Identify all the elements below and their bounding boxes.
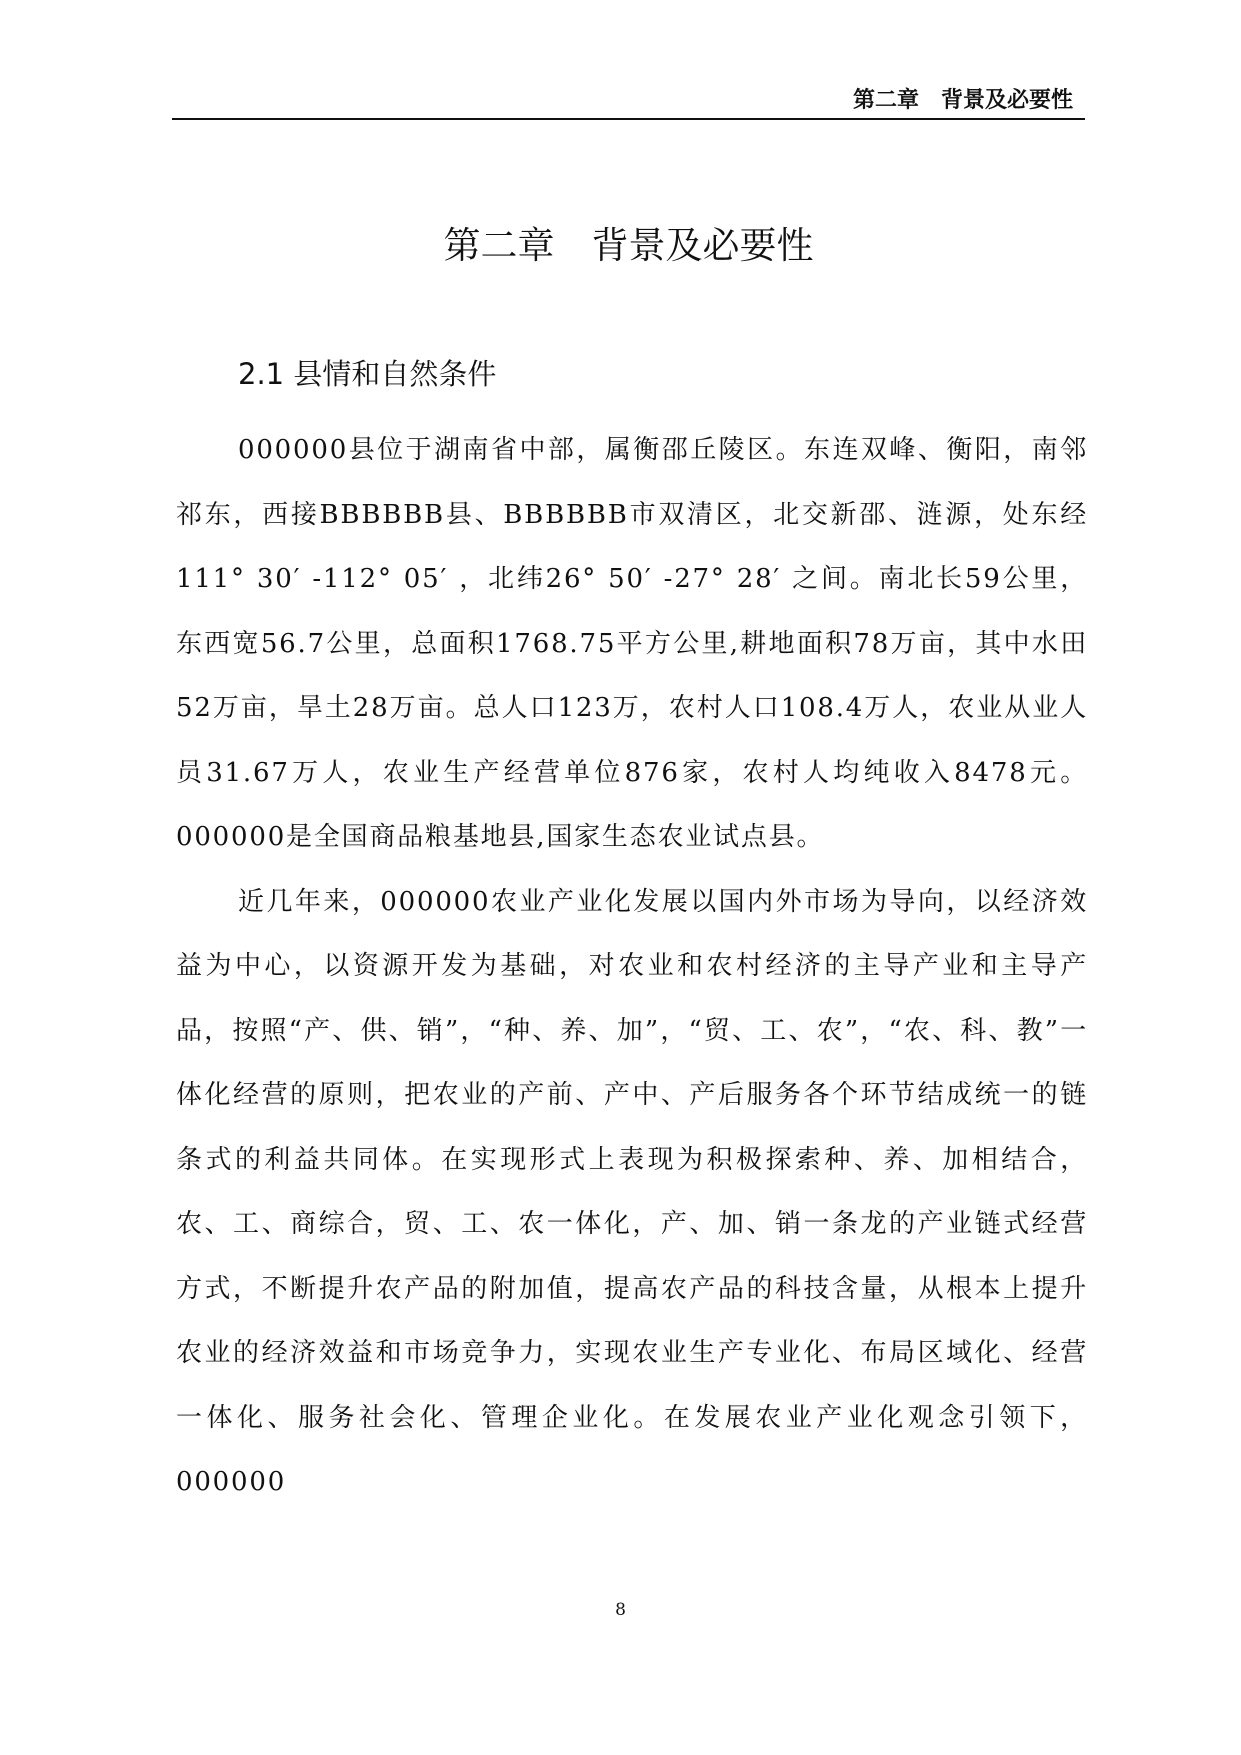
paragraph-county-overview: 000000县位于湖南省中部，属衡邵丘陵区。东连双峰、衡阳，南邻祁东，西接BBBBBB县、BBBBBB市双清区，北交新邵、涟源，处东经111° 30′ -112° 05′ ，北纬26° 50′ -27° 28′ 之间。南北长59公里，东西宽56.7公里，总面积1768.75平方公里,耕地面积78万亩，其中水田52万亩，旱土28万亩。总人口123万，农村人口108.4万人，农业从业人员31.67万人，农业生产经营单位876家，农村人均纯收入8478元。000000是全国商品粮基地县,国家生态农业试点县。 xyxy=(176,435,1088,852)
running-header xyxy=(172,84,1085,120)
body-text xyxy=(176,418,1088,1515)
page-number: 8 xyxy=(615,1600,626,1620)
running-header-title: 第二章 背景及必要性 xyxy=(852,88,1073,113)
paragraph-agricultural-industrialization: 近几年来，000000农业产业化发展以国内外市场为导向，以经济效益为中心，以资源开发为基础，对农业和农村经济的主导产业和主导产品，按照“产、供、销”，“种、养、加”，“贸、工、农”，“农、科、教”一体化经营的原则，把农业的产前、产中、产后服务各个环节结成统一的链条式的利益共同体。在实现形式上表现为积极探索种、养、加相结合，农、工、商综合，贸、工、农一体化，产、加、销一条龙的产业链式经营方式，不断提升农产品的附加值，提高农产品的科技含量，从根本上提升农业的经济效益和市场竞争力，实现农业生产专业化、布局区域化、经营一体化、服务社会化、管理企业化。在发展农业产业化观念引领下，000000 xyxy=(176,886,1088,1497)
section-heading: 2.1 县情和自然条件 xyxy=(238,357,497,391)
chapter-title: 第二章 背景及必要性 xyxy=(443,224,814,267)
